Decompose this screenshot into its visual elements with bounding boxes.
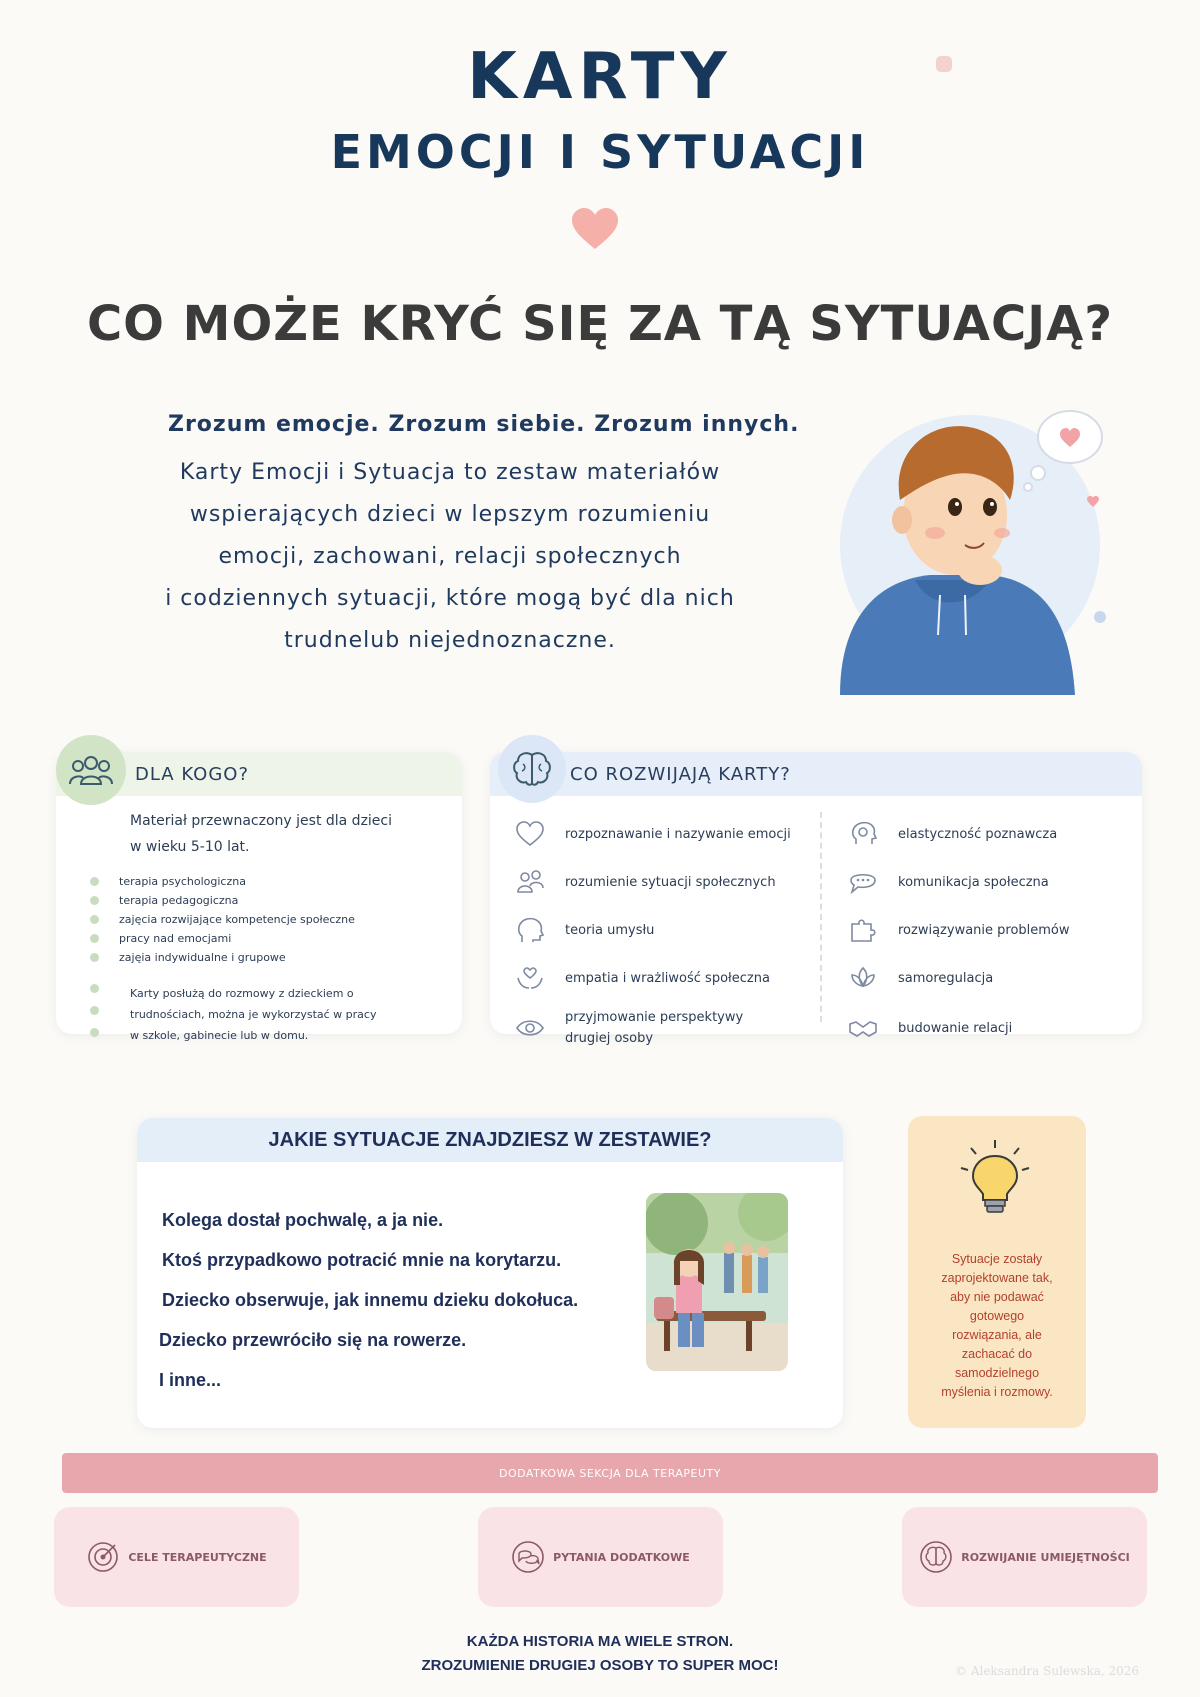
boy-illustration [820, 395, 1140, 695]
group-icon [56, 735, 126, 805]
people-icon [515, 868, 545, 896]
brain-icon [498, 735, 566, 803]
bullet-dot [90, 896, 99, 905]
bullet-dot [90, 953, 99, 962]
skill-item: rozwiązywanie problemów [848, 906, 1138, 954]
brain-gear-icon [848, 820, 878, 848]
heart-outline-icon [515, 820, 545, 848]
skill-item: komunikacja społeczna [848, 858, 1138, 906]
therapist-section-bar: DODATKOWA SEKCJA DLA TERAPEUTY [62, 1453, 1158, 1493]
skill-development-card[interactable] [902, 1507, 1147, 1607]
bullet-dot [90, 915, 99, 924]
page-subtitle: EMOCJI I SYTUACJI [330, 125, 870, 179]
intro-line: wspierających dzieci w lepszym rozumieniu [189, 502, 711, 527]
therapy-goals-card[interactable] [54, 1507, 299, 1607]
column-divider [820, 812, 822, 1022]
skill-item: teoria umysłu [515, 906, 815, 954]
card-header [137, 1118, 843, 1162]
chat-bubbles-icon [511, 1540, 545, 1574]
target-icon [86, 1540, 120, 1574]
intro-line: trudnelub niejednoznaczne. [284, 628, 616, 653]
list-item: terapia pedagogiczna [90, 891, 355, 910]
bullet-dot [90, 1006, 99, 1015]
skill-item: budowanie relacji [848, 1002, 1138, 1054]
situations-list [159, 1210, 579, 1410]
note-dots [90, 984, 99, 1037]
girl-on-bench-illustration [646, 1193, 788, 1371]
lead-line: w wieku 5-10 lat. [130, 839, 250, 855]
skills-right-column [848, 810, 1138, 1054]
list-item: zajęcia rozwijające kompetencje społeczne [90, 910, 355, 929]
lotus-icon [848, 964, 878, 992]
list-item: zajęia indywidualne i grupowe [90, 948, 355, 967]
situation-item: Kolega dostał pochwalę, a ja nie. [162, 1210, 444, 1230]
lead-line: Materiał przewnaczony jest dla dzieci [130, 813, 393, 829]
bullet-dot [90, 934, 99, 943]
for-whom-note: Karty posłużą do rozmowy z dzieckiem o trudnościach, można je wykorzystać w pracy w szkole, gabinecie lub w domu. [130, 987, 377, 1042]
intro-line: emocji, zachowani, relacji społecznych [218, 544, 682, 569]
puzzle-icon [848, 916, 878, 944]
decorative-dot [936, 56, 952, 72]
skill-item: rozpoznawanie i nazywanie emocji [515, 810, 815, 858]
bullet-dot [90, 984, 99, 993]
card-label: ROZWIJANIE UMIEJĘTNOŚCI [961, 1550, 1130, 1564]
lightbulb-icon [957, 1138, 1033, 1218]
intro-body [150, 452, 750, 662]
situation-item: Dziecko przewróciło się na rowerze. [159, 1330, 467, 1350]
eye-icon [515, 1014, 545, 1042]
copyright-watermark: © Aleksandra Sulewska, 2026 [955, 1664, 1140, 1678]
intro-line: i codziennych sytuacji, które mogą być dla nich [165, 586, 735, 611]
situation-item: Ktoś przypadkowo potracić mnie na korytarzu. [162, 1250, 562, 1270]
heart-icon [570, 205, 620, 255]
for-whom-heading: DLA KOGO? [135, 764, 249, 785]
skill-item: przyjmowanie perspektywy drugiej osoby [515, 1002, 815, 1054]
intro-line: Karty Emocji i Sytuacja to zestaw materiałów [179, 460, 721, 485]
head-icon [515, 916, 545, 944]
situation-item: I inne... [159, 1370, 222, 1390]
skill-item: elastyczność poznawcza [848, 810, 1138, 858]
extra-questions-card[interactable] [478, 1507, 723, 1607]
hands-heart-icon [515, 964, 545, 992]
audience-list [90, 872, 355, 967]
bullet-dot [90, 877, 99, 886]
for-whom-lead [130, 808, 392, 860]
page-title: KARTY [467, 40, 733, 114]
chat-icon [848, 868, 878, 896]
brain-icon [919, 1540, 953, 1574]
skills-left-column [515, 810, 815, 1054]
skill-item: rozumienie sytuacji społecznych [515, 858, 815, 906]
bullet-dot [90, 1028, 99, 1037]
situation-item: Dziecko obserwuje, jak innemu dzieku dokołuca. [162, 1290, 579, 1310]
list-item: pracy nad emocjami [90, 929, 355, 948]
main-question: CO MOŻE KRYĆ SIĘ ZA TĄ SYTUACJĄ? [86, 296, 1114, 352]
intro-lead: Zrozum emocje. Zrozum siebie. Zrozum innych. [168, 412, 800, 437]
card-label: CELE TERAPEUTYCZNE [128, 1550, 267, 1564]
skill-item: samoregulacja [848, 954, 1138, 1002]
situations-heading: JAKIE SYTUACJE ZNAJDZIESZ W ZESTAWIE? [268, 1128, 712, 1151]
handshake-icon [848, 1014, 878, 1042]
develops-heading: CO ROZWIJAJĄ KARTY? [570, 764, 791, 785]
skill-item: empatia i wrażliwość społeczna [515, 954, 815, 1002]
tip-text: Sytuacje zostały zaprojektowane tak, aby nie podawać gotowego rozwiązania, ale zachacać do samodzielnego myślenia i rozmowy. [941, 1252, 1053, 1399]
list-item: terapia psychologiczna [90, 872, 355, 891]
card-label: PYTANIA DODATKOWE [553, 1550, 690, 1564]
footer-line-2: ZROZUMIENIE DRUGIEJ OSOBY TO SUPER MOC! [421, 1657, 779, 1674]
footer-line-1: KAŻDA HISTORIA MA WIELE STRON. [466, 1633, 734, 1650]
